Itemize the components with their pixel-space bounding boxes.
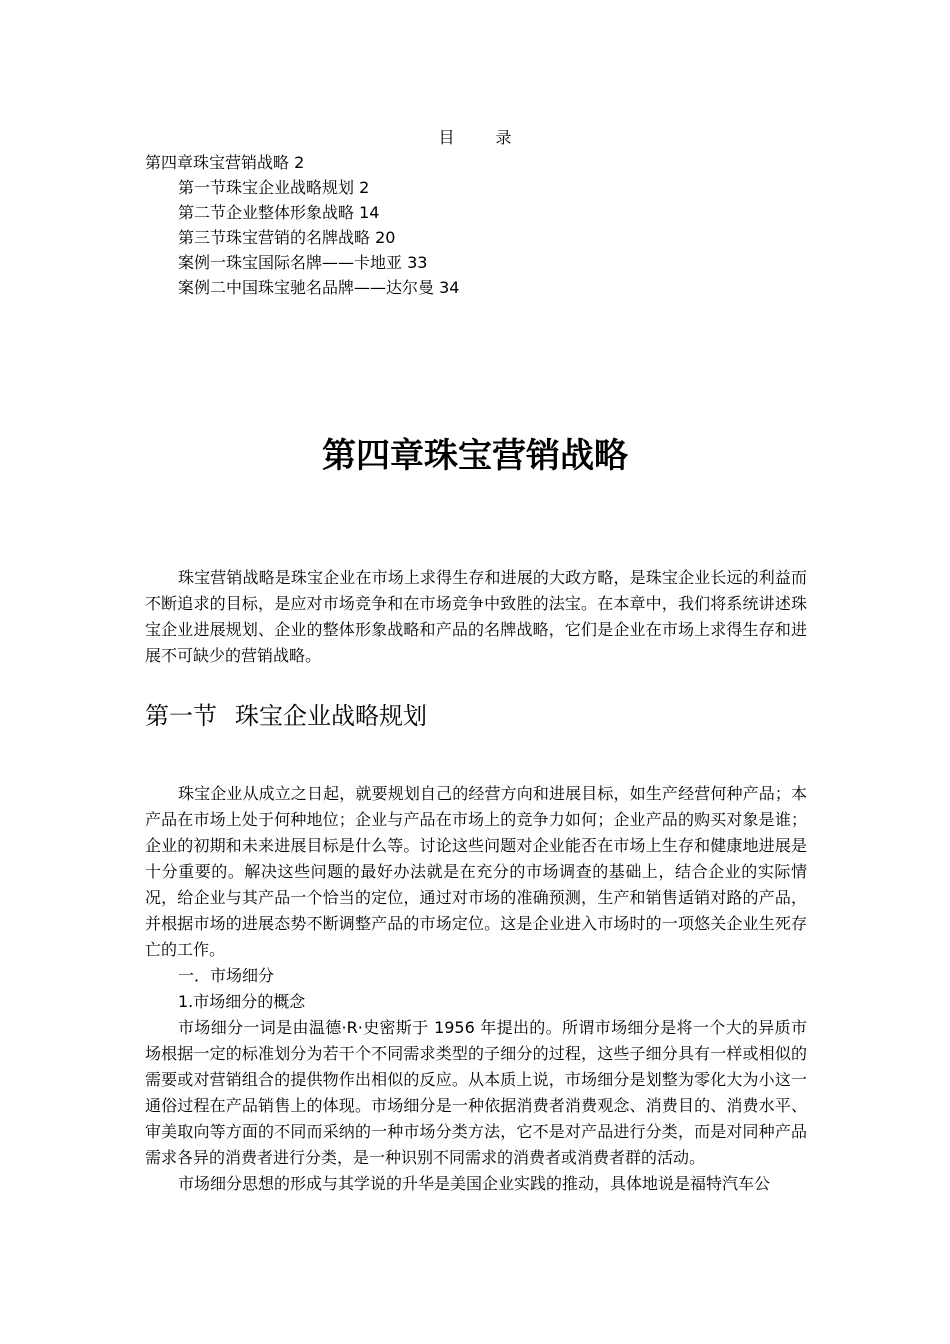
toc-entry[interactable]: 第四章珠宝营销战略 2	[145, 153, 305, 172]
section-number: 第一节	[145, 702, 217, 730]
body-paragraph: 珠宝企业从成立之日起，就要规划自己的经营方向和进展目标，如生产经营何种产品；本产品在市场上处于何种地位；企业与产品在市场上的竞争力如何；企业产品的购买对象是谁；企业的初期和未来进展目标是什么等。讨论这些问题对企业能否在市场上生存和健康地进展是十分重要的。解决这些问题的最好办法就是在充分的市场调查的基础上，结合企业的实际情况，给企业与其产品一个恰当的定位，通过对市场的准确预测，生产和销售适销对路的产品，并根据市场的进展态势不断调整产品的市场定位。这是企业进入市场时的一项悠关企业生死存亡的工作。	[145, 784, 807, 959]
toc-entry[interactable]: 案例二中国珠宝驰名品牌——达尔曼 34	[178, 278, 460, 297]
table-of-contents	[145, 150, 805, 300]
section-heading	[145, 696, 427, 731]
subheading: 一．市场细分	[178, 966, 275, 985]
chapter-title: 第四章珠宝营销战略	[322, 436, 628, 476]
toc-entry[interactable]: 第二节企业整体形象战略 14	[178, 203, 380, 222]
subheading: 1.市场细分的概念	[178, 992, 306, 1011]
body-paragraph: 市场细分思想的形成与其学说的升华是美国企业实践的推动，具体地说是福特汽车公	[178, 1174, 771, 1193]
body-paragraph: 市场细分一词是由温德·R·史密斯于 1956 年提出的。所谓市场细分是将一个大的异质市场根据一定的标准划分为若干个不同需求类型的子细分的过程，这些子细分具有一样或相似的需要或对营销组合的提供物作出相似的反应。从本质上说，市场细分是划整为零化大为小这一通俗过程在产品销售上的体现。市场细分是一种依据消费者消费观念、消费目的、消费水平、审美取向等方面的不同而采纳的一种市场分类方法，它不是对产品进行分类，而是对同种产品需求各异的消费者进行分类，是一种识别不同需求的消费者或消费者群的活动。	[145, 1018, 807, 1167]
section-title-text: 珠宝企业战略规划	[235, 702, 427, 730]
toc-entry[interactable]: 第一节珠宝企业战略规划 2	[178, 178, 370, 197]
toc-entry[interactable]: 第三节珠宝营销的名牌战略 20	[178, 228, 396, 247]
chapter-intro-paragraph: 珠宝营销战略是珠宝企业在市场上求得生存和进展的大政方略，是珠宝企业长远的利益而不断追求的目标，是应对市场竞争和在市场竞争中致胜的法宝。在本章中，我们将系统讲述珠宝企业进展规划、企业的整体形象战略和产品的名牌战略，它们是企业在市场上求得生存和进展不可缺少的营销战略。	[145, 568, 807, 665]
toc-title: 目 录	[438, 128, 530, 147]
section-body	[145, 781, 807, 1197]
toc-entry[interactable]: 案例一珠宝国际名牌——卡地亚 33	[178, 253, 428, 272]
